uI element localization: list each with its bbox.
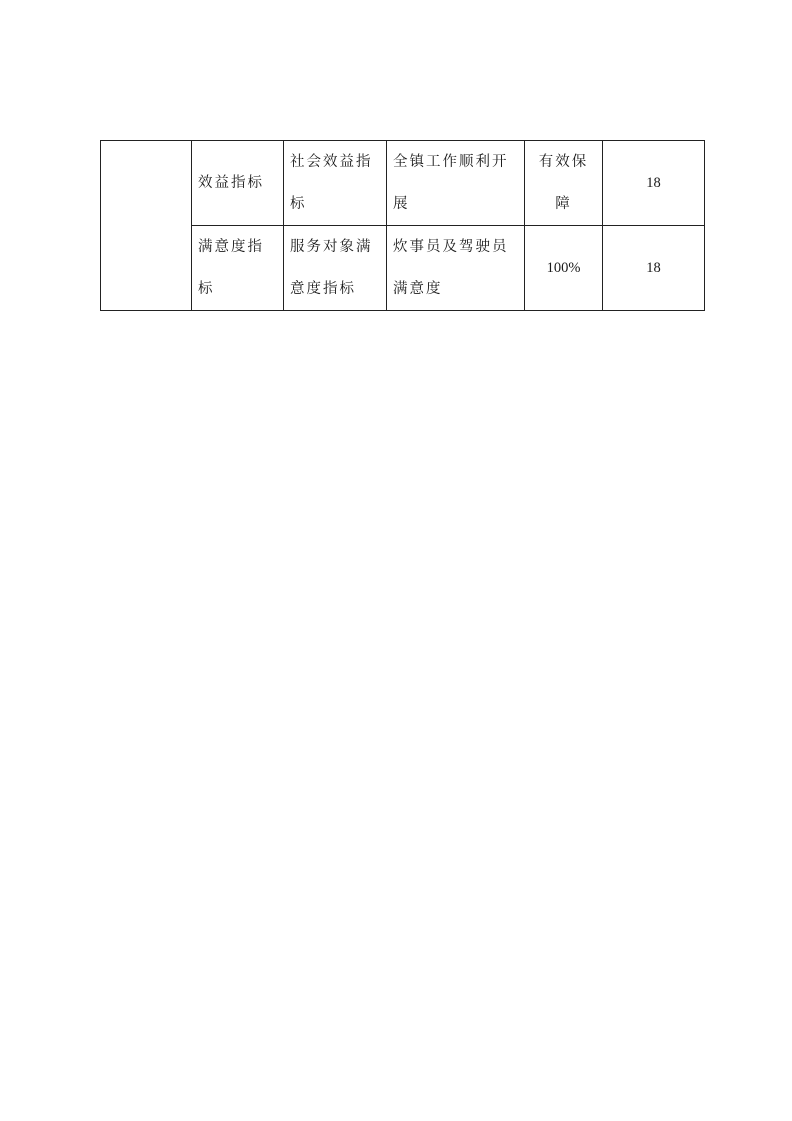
score-cell: 18 — [603, 141, 705, 226]
level2-indicator-cell: 效益指标 — [192, 141, 284, 226]
table-row — [101, 226, 705, 311]
performance-indicator-table — [100, 140, 705, 311]
target-value-cell: 有效保障 — [525, 141, 603, 226]
score-cell: 18 — [603, 226, 705, 311]
level3-indicator-cell: 服务对象满意度指标 — [284, 226, 387, 311]
indicator-content-cell: 全镇工作顺利开展 — [387, 141, 525, 226]
level3-indicator-cell: 社会效益指标 — [284, 141, 387, 226]
table-row — [101, 141, 705, 226]
indicator-content-cell: 炊事员及驾驶员满意度 — [387, 226, 525, 311]
level1-indicator-cell — [101, 141, 192, 311]
target-value-cell: 100% — [525, 226, 603, 311]
level2-indicator-cell: 满意度指标 — [192, 226, 284, 311]
